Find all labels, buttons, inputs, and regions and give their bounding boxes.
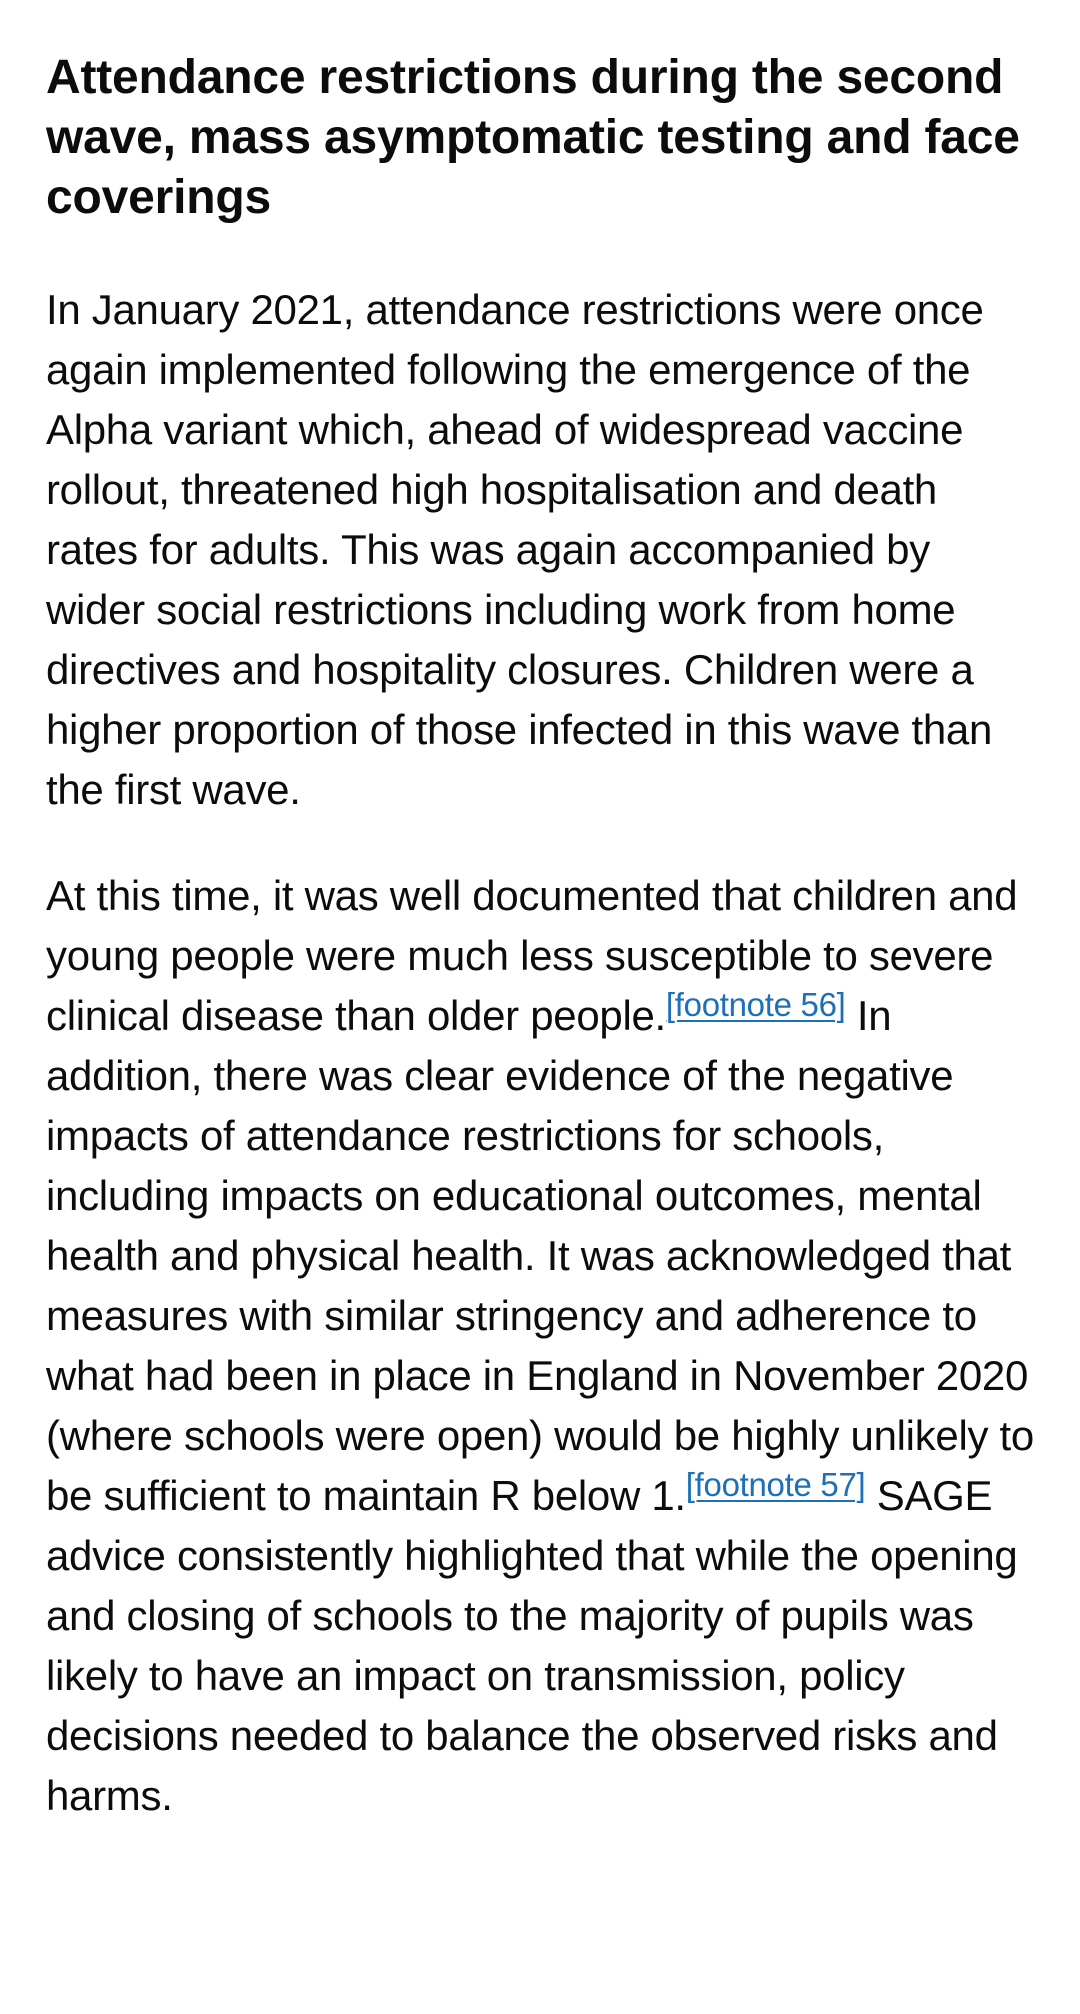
paragraph-2-text-3: SAGE advice consistently highlighted that while the opening and closing of schools to the majority of pupils was likely to have an impact on transmission, policy decisions needed to balance the observed risks and harms.	[46, 1472, 1018, 1819]
paragraph-2	[46, 866, 1034, 1826]
paragraph-2-text-1: At this time, it was well documented that children and young people were much less susceptible to severe clinical disease than older people.	[46, 872, 1018, 1039]
paragraph-2-text-2: In addition, there was clear evidence of the negative impacts of attendance restrictions for schools, including impacts on educational outcomes, mental health and physical health. It was acknowledged that measures with similar stringency and adherence to what had been in place in England in November 2020 (where schools were open) would be highly unlikely to be sufficient to maintain R below 1.	[46, 992, 1034, 1519]
footnote-57-link[interactable]: [footnote 57]	[685, 1466, 866, 1503]
footnote-56-link[interactable]: [footnote 56]	[665, 986, 846, 1023]
section-heading: Attendance restrictions during the second wave, mass asymptomatic testing and face coverings	[46, 51, 1020, 224]
paragraph-1: In January 2021, attendance restrictions were once again implemented following the emergence of the Alpha variant which, ahead of widespread vaccine rollout, threatened high hospitalisation and death rates for adults. This was again accompanied by wider social restrictions including work from home directives and hospitality closures. Children were a higher proportion of those infected in this wave than the first wave.	[46, 286, 993, 813]
